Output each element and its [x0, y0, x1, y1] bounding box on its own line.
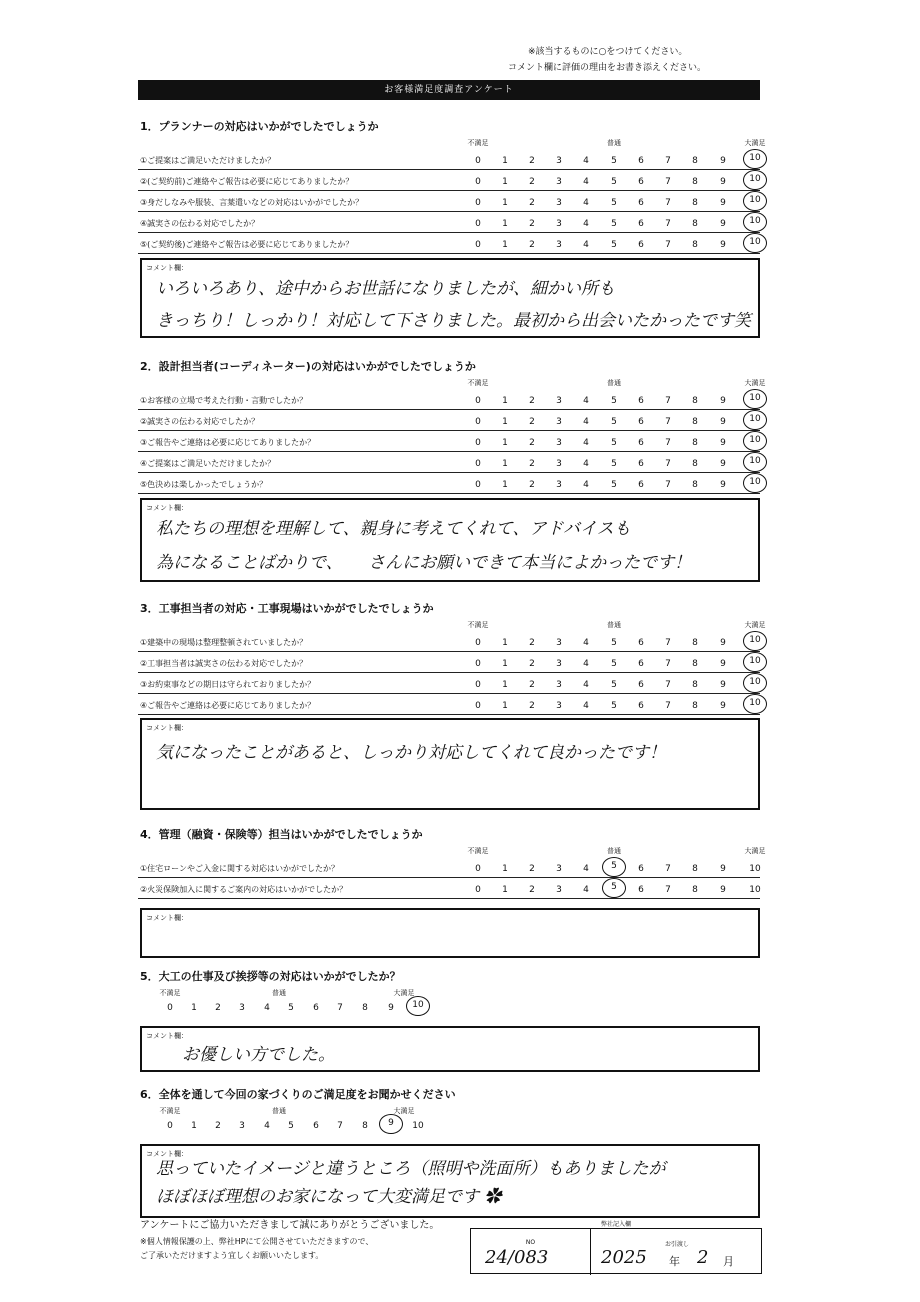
section-4 [138, 826, 766, 958]
rating-option[interactable]: 1 [502, 680, 508, 690]
section-title: 5．大工の仕事及び挨拶等の対応はいかがでしたか？ [140, 970, 401, 983]
question-row [138, 632, 760, 652]
question-text: ③お約束事などの期日は守られておりましたか？ [140, 680, 316, 689]
scale-label-high: 大満足 [744, 139, 766, 147]
question-text: ③ご報告やご連絡は必要に応じてありましたか？ [140, 438, 316, 447]
month-unit: 月 [723, 1255, 734, 1268]
question-row [138, 192, 760, 212]
rating-option[interactable]: 8 [692, 885, 698, 895]
rating-option[interactable]: 2 [529, 701, 535, 711]
scale-label-low: 不満足 [467, 847, 489, 855]
comment-label: コメント欄： [146, 1032, 188, 1040]
rating-option[interactable]: 0 [475, 680, 481, 690]
office-use-header: 弊社記入欄 [600, 1221, 631, 1228]
rating-option[interactable]: 7 [665, 480, 671, 490]
rating-option[interactable]: 1 [502, 885, 508, 895]
rating-option[interactable]: 0 [475, 177, 481, 187]
section-title: 6．全体を通して今回の家づくりのご満足度をお聞かせください [140, 1088, 456, 1101]
rating-option-selected[interactable]: 10 [743, 431, 767, 451]
instruction-note-1: ※該当するものに○をつけてください。 [528, 47, 688, 57]
comment-box[interactable] [140, 1144, 760, 1218]
rating-option[interactable]: 2 [529, 417, 535, 427]
question-row [138, 171, 760, 191]
rating-option[interactable]: 9 [720, 638, 726, 648]
rating-option[interactable]: 6 [638, 659, 644, 669]
rating-option[interactable]: 4 [583, 638, 589, 648]
section-title: 4．管理（融資・保険等）担当はいかがでしたでしょうか [140, 828, 423, 841]
rating-option[interactable]: 6 [638, 198, 644, 208]
scale-label-low: 不満足 [467, 139, 489, 147]
scale-label-low: 不満足 [467, 379, 489, 387]
comment-box[interactable] [140, 258, 760, 338]
rating-option[interactable]: 2 [529, 219, 535, 229]
rating-option[interactable]: 0 [475, 198, 481, 208]
rating-option[interactable]: 4 [583, 459, 589, 469]
question-text: ④ご提案はご満足いただけましたか？ [140, 459, 276, 468]
rating-option[interactable]: 9 [720, 240, 726, 250]
scale-label-high: 大満足 [393, 989, 415, 997]
rating-option[interactable]: 9 [720, 396, 726, 406]
rating-option[interactable]: 3 [556, 396, 562, 406]
privacy-note-2: ご了承いただけますよう宜しくお願いいたします。 [140, 1251, 324, 1260]
rating-option[interactable]: 8 [692, 396, 698, 406]
rating-option[interactable]: 0 [475, 864, 481, 874]
rating-option[interactable]: 7 [665, 417, 671, 427]
rating-option[interactable]: 9 [720, 417, 726, 427]
question-text: ①建築中の現場は整理整頓されていましたか？ [140, 638, 308, 647]
rating-option[interactable]: 6 [638, 885, 644, 895]
rating-option[interactable]: 4 [583, 864, 589, 874]
rating-option-selected[interactable]: 9 [379, 1114, 403, 1134]
rating-option[interactable]: 3 [556, 198, 562, 208]
scale-label-mid: 普通 [607, 621, 621, 629]
rating-option[interactable]: 9 [720, 438, 726, 448]
rating-option[interactable]: 0 [475, 480, 481, 490]
handover-cell [591, 1229, 763, 1275]
rating-option[interactable]: 2 [529, 480, 535, 490]
rating-option[interactable]: 8 [692, 864, 698, 874]
handwritten-comment: いろいろあり、途中からお世話になりましたが、細かい所も [156, 279, 615, 299]
rating-option[interactable]: 5 [611, 156, 617, 166]
rating-option[interactable]: 7 [665, 638, 671, 648]
question-row [138, 390, 760, 410]
rating-option[interactable]: 10 [749, 885, 761, 895]
comment-box[interactable] [140, 498, 760, 582]
rating-option[interactable]: 4 [583, 240, 589, 250]
rating-option[interactable]: 8 [362, 1003, 368, 1013]
handwritten-comment: 思っていたイメージと違うところ（照明や洗面所）もありましたが [156, 1159, 666, 1179]
rating-option[interactable]: 7 [665, 701, 671, 711]
section-5 [138, 968, 760, 1072]
rating-option[interactable]: 3 [556, 438, 562, 448]
question-text: ②工事担当者は誠実さの伝わる対応でしたか？ [140, 659, 308, 668]
rating-option[interactable]: 1 [502, 417, 508, 427]
rating-option[interactable]: 5 [611, 701, 617, 711]
rating-option[interactable]: 3 [556, 156, 562, 166]
rating-option[interactable]: 0 [475, 659, 481, 669]
rating-option[interactable]: 4 [583, 219, 589, 229]
rating-option[interactable]: 9 [720, 459, 726, 469]
question-row [138, 234, 760, 254]
rating-option[interactable]: 9 [720, 219, 726, 229]
rating-option[interactable]: 8 [692, 459, 698, 469]
rating-option[interactable]: 3 [556, 219, 562, 229]
handwritten-comment: 私たちの理想を理解して、親身に考えてくれて、アドバイスも [156, 519, 631, 539]
handover-month: 2 [697, 1247, 709, 1268]
comment-label: コメント欄： [146, 504, 188, 512]
section-title: 3．工事担当者の対応・工事現場はいかがでしたでしょうか [140, 602, 434, 615]
rating-option[interactable]: 4 [583, 417, 589, 427]
rating-row [138, 996, 438, 1016]
rating-option[interactable]: 6 [638, 480, 644, 490]
rating-option[interactable]: 1 [502, 638, 508, 648]
scale-label-low: 不満足 [159, 989, 181, 997]
rating-option[interactable]: 6 [313, 1121, 319, 1131]
rating-option[interactable]: 1 [191, 1003, 197, 1013]
question-row [138, 474, 760, 494]
rating-option[interactable]: 8 [692, 240, 698, 250]
question-text: ①ご提案はご満足いただけましたか？ [140, 156, 276, 165]
scale-label-low: 不満足 [159, 1107, 181, 1115]
rating-option-selected[interactable]: 10 [743, 410, 767, 430]
handover-year: 2025 [601, 1247, 647, 1268]
rating-option[interactable]: 0 [475, 638, 481, 648]
handwritten-comment: きっちり！しっかり！対応して下さりました。最初から出会いたかったです笑 [156, 311, 751, 331]
rating-option-selected[interactable]: 10 [743, 149, 767, 169]
rating-option[interactable]: 7 [665, 240, 671, 250]
rating-option-selected[interactable]: 10 [743, 170, 767, 190]
rating-option[interactable]: 2 [529, 156, 535, 166]
rating-option[interactable]: 2 [529, 659, 535, 669]
rating-option[interactable]: 10 [749, 864, 761, 874]
rating-option[interactable]: 3 [239, 1121, 245, 1131]
scale-label-mid: 普通 [272, 989, 286, 997]
comment-label: コメント欄： [146, 1150, 188, 1158]
rating-option[interactable]: 1 [502, 864, 508, 874]
rating-option[interactable]: 6 [638, 680, 644, 690]
rating-option[interactable]: 4 [583, 177, 589, 187]
rating-option[interactable]: 2 [529, 680, 535, 690]
rating-option[interactable]: 7 [665, 680, 671, 690]
scale-label-high: 大満足 [744, 847, 766, 855]
rating-option[interactable]: 7 [665, 177, 671, 187]
rating-option[interactable]: 0 [475, 240, 481, 250]
rating-option[interactable]: 6 [638, 156, 644, 166]
rating-option[interactable]: 4 [583, 659, 589, 669]
rating-option[interactable]: 6 [638, 864, 644, 874]
scale-label-mid: 普通 [607, 847, 621, 855]
question-text: ②火災保険加入に関するご案内の対応はいかがでしたか？ [140, 885, 348, 894]
handwritten-comment: 気になったことがあると、しっかり対応してくれて良かったです！ [156, 743, 666, 763]
rating-option[interactable]: 8 [692, 701, 698, 711]
rating-option[interactable]: 5 [288, 1121, 294, 1131]
rating-option[interactable]: 0 [475, 156, 481, 166]
handover-label: お引渡し [664, 1241, 689, 1248]
privacy-note-1: ※個人情報保護の上、弊社HPにて公開させていただきますので、 [140, 1237, 374, 1246]
rating-option[interactable]: 1 [502, 396, 508, 406]
scale-label-mid: 普通 [272, 1107, 286, 1115]
rating-option[interactable]: 6 [638, 219, 644, 229]
rating-option-selected[interactable]: 10 [743, 389, 767, 409]
rating-option[interactable]: 6 [638, 177, 644, 187]
rating-option[interactable]: 6 [638, 240, 644, 250]
rating-option[interactable]: 7 [337, 1121, 343, 1131]
rating-option[interactable]: 8 [692, 156, 698, 166]
rating-option-selected[interactable]: 10 [743, 673, 767, 693]
rating-option[interactable]: 0 [167, 1121, 173, 1131]
rating-option[interactable]: 1 [502, 177, 508, 187]
section-1 [138, 118, 766, 338]
rating-option-selected[interactable]: 10 [743, 694, 767, 714]
rating-option[interactable]: 9 [720, 177, 726, 187]
rating-option[interactable]: 3 [556, 177, 562, 187]
scale-label-high: 大満足 [393, 1107, 415, 1115]
rating-option[interactable]: 7 [665, 885, 671, 895]
rating-option[interactable]: 9 [720, 198, 726, 208]
rating-option[interactable]: 2 [529, 438, 535, 448]
scale-label-mid: 普通 [607, 379, 621, 387]
question-text: ③身だしなみや服装、言葉遣いなどの対応はいかがでしたか？ [140, 198, 364, 207]
rating-option[interactable]: 9 [720, 156, 726, 166]
rating-option[interactable]: 5 [611, 417, 617, 427]
rating-option[interactable]: 6 [638, 438, 644, 448]
section-2 [138, 358, 766, 582]
rating-option[interactable]: 5 [288, 1003, 294, 1013]
rating-option[interactable]: 5 [611, 459, 617, 469]
rating-option[interactable]: 4 [264, 1121, 270, 1131]
rating-option[interactable]: 0 [475, 438, 481, 448]
rating-option[interactable]: 5 [611, 480, 617, 490]
rating-option[interactable]: 7 [665, 438, 671, 448]
rating-option[interactable]: 2 [529, 396, 535, 406]
rating-option[interactable]: 7 [665, 659, 671, 669]
rating-option[interactable]: 8 [692, 480, 698, 490]
question-text: ②誠実さの伝わる対応でしたか？ [140, 417, 260, 426]
rating-option[interactable]: 1 [502, 156, 508, 166]
question-row [138, 653, 760, 673]
rating-option[interactable]: 7 [337, 1003, 343, 1013]
rating-option[interactable]: 8 [692, 417, 698, 427]
rating-option[interactable]: 5 [611, 198, 617, 208]
section-3 [138, 600, 766, 810]
rating-option[interactable]: 5 [611, 638, 617, 648]
rating-option[interactable]: 9 [720, 885, 726, 895]
question-row [138, 432, 760, 452]
no-cell [471, 1229, 591, 1275]
rating-option[interactable]: 5 [611, 680, 617, 690]
rating-option[interactable]: 7 [665, 198, 671, 208]
comment-box[interactable] [140, 1026, 760, 1072]
rating-option[interactable]: 1 [502, 459, 508, 469]
question-row [138, 411, 760, 431]
rating-option[interactable]: 9 [720, 701, 726, 711]
rating-option[interactable]: 3 [556, 638, 562, 648]
thanks-text: アンケートにご協力いただきまして誠にありがとうございました。 [140, 1220, 440, 1231]
rating-option[interactable]: 6 [313, 1003, 319, 1013]
rating-option[interactable]: 8 [692, 438, 698, 448]
rating-option[interactable]: 1 [502, 480, 508, 490]
scale-label-high: 大満足 [744, 379, 766, 387]
question-row [138, 858, 760, 878]
handwritten-comment: 為になることばかりで、 さんにお願いできて本当によかったです！ [156, 553, 692, 573]
question-row [138, 695, 760, 715]
question-row [138, 674, 760, 694]
rating-option[interactable]: 1 [502, 198, 508, 208]
rating-option[interactable]: 4 [583, 885, 589, 895]
rating-option[interactable]: 3 [239, 1003, 245, 1013]
question-text: ④誠実さの伝わる対応でしたか？ [140, 219, 260, 228]
rating-option[interactable]: 8 [692, 659, 698, 669]
rating-option[interactable]: 0 [475, 701, 481, 711]
rating-option[interactable]: 5 [611, 219, 617, 229]
rating-row [138, 1114, 438, 1134]
rating-option[interactable]: 1 [502, 659, 508, 669]
rating-option[interactable]: 4 [583, 680, 589, 690]
rating-option[interactable]: 6 [638, 459, 644, 469]
rating-option[interactable]: 3 [556, 864, 562, 874]
rating-option[interactable]: 1 [502, 219, 508, 229]
rating-option[interactable]: 6 [638, 417, 644, 427]
rating-option[interactable]: 1 [502, 240, 508, 250]
scale-label-mid: 普通 [607, 139, 621, 147]
comment-label: コメント欄： [146, 724, 188, 732]
question-text: ②(ご契約前)ご連絡やご報告は必要に応じてありましたか？ [140, 177, 354, 186]
rating-option[interactable]: 5 [611, 240, 617, 250]
office-use-table [470, 1221, 762, 1274]
rating-option-selected[interactable]: 10 [743, 652, 767, 672]
rating-option[interactable]: 9 [388, 1003, 394, 1013]
question-row [138, 453, 760, 473]
rating-option[interactable]: 9 [720, 659, 726, 669]
rating-option-selected[interactable]: 10 [743, 191, 767, 211]
rating-option[interactable]: 9 [720, 864, 726, 874]
rating-option[interactable]: 8 [692, 680, 698, 690]
rating-option[interactable]: 1 [502, 701, 508, 711]
rating-option[interactable]: 4 [583, 156, 589, 166]
rating-option-selected[interactable]: 10 [743, 473, 767, 493]
question-text: ④ご報告やご連絡は必要に応じてありましたか？ [140, 701, 316, 710]
question-row [138, 150, 760, 170]
rating-option[interactable]: 8 [692, 638, 698, 648]
rating-option[interactable]: 7 [665, 864, 671, 874]
rating-option[interactable]: 2 [529, 240, 535, 250]
rating-option[interactable]: 7 [665, 396, 671, 406]
rating-option[interactable]: 3 [556, 701, 562, 711]
rating-option[interactable]: 0 [475, 396, 481, 406]
comment-box[interactable] [140, 908, 760, 958]
instruction-note-2: コメント欄に評価の理由をお書き添えください。 [508, 63, 707, 73]
comment-box[interactable] [140, 718, 760, 810]
rating-option[interactable]: 3 [556, 480, 562, 490]
rating-option[interactable]: 0 [475, 417, 481, 427]
rating-option[interactable]: 6 [638, 396, 644, 406]
rating-option[interactable]: 1 [502, 438, 508, 448]
rating-option-selected[interactable]: 10 [743, 233, 767, 253]
rating-option[interactable]: 9 [720, 480, 726, 490]
rating-option[interactable]: 4 [583, 480, 589, 490]
handwritten-comment: お優しい方でした。 [182, 1045, 335, 1065]
rating-option[interactable]: 4 [583, 396, 589, 406]
comment-label: コメント欄： [146, 914, 188, 922]
rating-option[interactable]: 5 [611, 396, 617, 406]
section-title: 2．設計担当者(コーディネーター)の対応はいかがでしたでしょうか [140, 360, 476, 373]
rating-option[interactable]: 2 [529, 638, 535, 648]
rating-option[interactable]: 0 [167, 1003, 173, 1013]
rating-option[interactable]: 8 [692, 198, 698, 208]
rating-option[interactable]: 5 [611, 659, 617, 669]
rating-option[interactable]: 0 [475, 459, 481, 469]
rating-option-selected[interactable]: 10 [743, 212, 767, 232]
question-text: ⑤色決めは楽しかったでしょうか？ [140, 480, 268, 489]
scale-label-low: 不満足 [467, 621, 489, 629]
rating-option[interactable]: 3 [556, 459, 562, 469]
rating-option[interactable]: 0 [475, 885, 481, 895]
question-text: ①住宅ローンやご入金に関する対応はいかがでしたか？ [140, 864, 340, 873]
section-title: 1．プランナーの対応はいかがでしたでしょうか [140, 120, 379, 133]
rating-option[interactable]: 10 [412, 1121, 424, 1131]
rating-option[interactable]: 8 [692, 177, 698, 187]
rating-option[interactable]: 6 [638, 638, 644, 648]
rating-option[interactable]: 5 [611, 177, 617, 187]
rating-option-selected[interactable]: 10 [406, 996, 430, 1016]
question-row [138, 879, 760, 899]
rating-option[interactable]: 2 [529, 198, 535, 208]
rating-option[interactable]: 2 [529, 177, 535, 187]
scale-label-high: 大満足 [744, 621, 766, 629]
rating-option[interactable]: 8 [692, 219, 698, 229]
rating-option[interactable]: 0 [475, 219, 481, 229]
rating-option[interactable]: 4 [583, 701, 589, 711]
rating-option[interactable]: 4 [583, 198, 589, 208]
rating-option[interactable]: 3 [556, 417, 562, 427]
rating-option[interactable]: 7 [665, 156, 671, 166]
rating-option[interactable]: 3 [556, 659, 562, 669]
rating-option-selected[interactable]: 5 [602, 857, 626, 877]
rating-option[interactable]: 2 [529, 885, 535, 895]
rating-option[interactable]: 4 [264, 1003, 270, 1013]
rating-option[interactable]: 2 [529, 459, 535, 469]
rating-option-selected[interactable]: 10 [743, 631, 767, 651]
comment-label: コメント欄： [146, 264, 188, 272]
survey-banner: お客様満足度調査アンケート [138, 80, 760, 100]
rating-option[interactable]: 3 [556, 885, 562, 895]
rating-option[interactable]: 7 [665, 219, 671, 229]
rating-option[interactable]: 2 [215, 1121, 221, 1131]
rating-option[interactable]: 1 [191, 1121, 197, 1131]
rating-option[interactable]: 2 [529, 864, 535, 874]
rating-option[interactable]: 7 [665, 459, 671, 469]
rating-option[interactable]: 9 [720, 680, 726, 690]
no-value: 24/083 [485, 1247, 549, 1268]
rating-option[interactable]: 6 [638, 701, 644, 711]
rating-option[interactable]: 5 [611, 438, 617, 448]
rating-option[interactable]: 4 [583, 438, 589, 448]
rating-option-selected[interactable]: 5 [602, 878, 626, 898]
rating-option-selected[interactable]: 10 [743, 452, 767, 472]
question-text: ①お客様の立場で考えた行動・言動でしたか？ [140, 396, 308, 405]
handwritten-comment: ほぼほぼ理想のお家になって大変満足です ✿ [156, 1187, 502, 1207]
rating-option[interactable]: 2 [215, 1003, 221, 1013]
question-text: ⑤(ご契約後)ご連絡やご報告は必要に応じてありましたか？ [140, 240, 354, 249]
year-unit: 年 [669, 1255, 680, 1268]
rating-option[interactable]: 3 [556, 680, 562, 690]
rating-option[interactable]: 8 [362, 1121, 368, 1131]
section-6 [138, 1086, 760, 1218]
no-label: NO [525, 1239, 536, 1246]
rating-option[interactable]: 3 [556, 240, 562, 250]
question-row [138, 213, 760, 233]
